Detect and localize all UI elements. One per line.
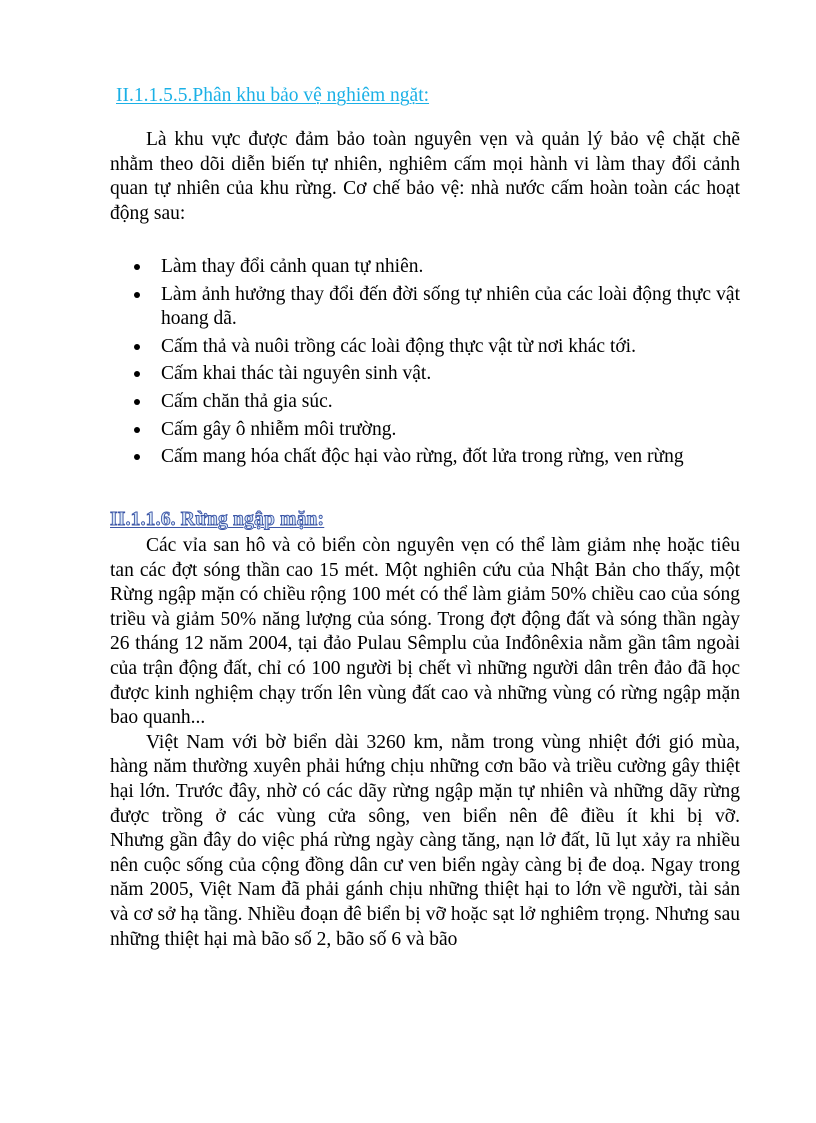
prohibited-activities-list bbox=[110, 255, 740, 473]
bullet-icon bbox=[134, 292, 140, 298]
paragraph-mangrove-2: Việt Nam với bờ biển dài 3260 km, nằm trong vùng nhiệt đới gió mùa, hàng năm thường xuyên phải hứng chịu những cơn bão và triều cường gây thiệt hại lớn. Trước đây, nhờ có các dãy rừng ngập mặn tự nhiên và những dãy rừng được trồng ở các vùng cửa sông, ven biển nên đê điều ít khi bị vỡ. bbox=[110, 731, 740, 827]
list-item: Cấm thả và nuôi trồng các loài động thực vật từ nơi khác tới. bbox=[110, 335, 740, 360]
list-item: Làm thay đổi cảnh quan tự nhiên. bbox=[110, 255, 740, 280]
bullet-icon bbox=[134, 399, 140, 405]
bullet-icon bbox=[134, 427, 140, 433]
list-item: Cấm chăn thả gia súc. bbox=[110, 390, 740, 415]
list-item: Cấm khai thác tài nguyên sinh vật. bbox=[110, 362, 740, 387]
list-item: Làm ảnh hưởng thay đổi đến đời sống tự nhiên của các loài động thực vật hoang dã. bbox=[110, 283, 740, 332]
mangrove-body bbox=[110, 534, 740, 952]
section-heading-strict-protection: II.1.1.5.5.Phân khu bảo vệ nghiêm ngặt: bbox=[116, 85, 430, 106]
list-item: Cấm gây ô nhiễm môi trường. bbox=[110, 418, 740, 443]
section-heading-mangrove: II.1.1.6. Rừng ngập mặn: bbox=[110, 509, 325, 530]
paragraph-strict-protection: Là khu vực được đảm bảo toàn nguyên vẹn và quản lý bảo vệ chặt chẽ nhằm theo dõi diễn biến tự nhiên, nghiêm cấm mọi hành vi làm thay đổi cảnh quan tự nhiên của khu rừng. Cơ chế bảo vệ: nhà nước cấm hoàn toàn các hoạt động sau: bbox=[110, 129, 740, 224]
paragraph-mangrove-1: Các vỉa san hô và cỏ biển còn nguyên vẹn có thể làm giảm nhẹ hoặc tiêu tan các đợt sóng thần cao 15 mét. Một nghiên cứu của Nhật Bản cho thấy, một Rừng ngập mặn có chiều rộng 100 mét có thể làm giảm 50% chiều cao của sóng triều và giảm 50% năng lượng của sóng. Trong đợt động đất và sóng thần ngày 26 tháng 12 năm 2004, tại đảo Pulau Sêmplu của Inđônêxia nằm gần tâm ngoài của trận động đất, chỉ có 100 người bị chết vì những người dân trên đảo đã học được kinh nghiệm chạy trốn lên vùng đất cao và những vùng có rừng ngập mặn bao quanh... bbox=[110, 535, 740, 729]
bullet-icon bbox=[134, 371, 140, 377]
paragraph-mangrove-3: Nhưng gần đây do việc phá rừng ngày càng tăng, nạn lở đất, lũ lụt xảy ra nhiều nên cuộc sống của cộng đồng dân cư ven biển ngày càng bị đe doạ. Ngay trong năm 2005, Việt Nam đã phải gánh chịu những thiệt hại to lớn về người, tài sản và cơ sở hạ tầng. Nhiều đoạn đê biển bị vỡ hoặc sạt lở nghiêm trọng. Nhưng sau những thiệt hại mà bão số 2, bão số 6 và bão bbox=[110, 830, 740, 950]
bullet-icon bbox=[134, 454, 140, 460]
list-item: Cấm mang hóa chất độc hại vào rừng, đốt lửa trong rừng, ven rừng bbox=[110, 445, 740, 470]
bullet-icon bbox=[134, 264, 140, 270]
bullet-icon bbox=[134, 344, 140, 350]
